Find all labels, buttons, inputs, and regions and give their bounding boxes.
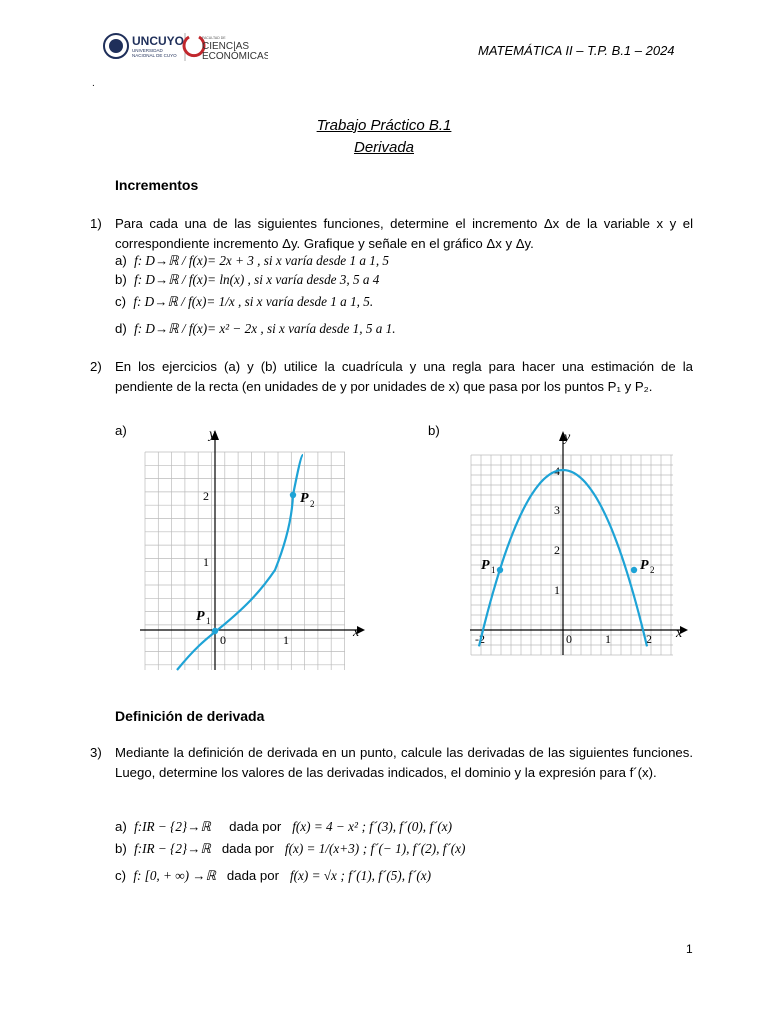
page-subtitle: Derivada <box>353 139 415 156</box>
tick-label: -2 <box>475 632 485 646</box>
tick-label: 4 <box>554 464 560 478</box>
svg-text:1: 1 <box>491 565 496 575</box>
tick-label: 2 <box>646 632 652 646</box>
svg-text:CIENC|AS: CIENC|AS <box>202 41 250 52</box>
section-heading-incrementos: Incrementos <box>115 177 199 193</box>
tick-label: 0 <box>220 633 226 647</box>
university-logo <box>103 30 268 64</box>
point-p1 <box>497 567 503 573</box>
svg-text:FACULTAD DE: FACULTAD DE <box>202 36 226 40</box>
x-axis-label: x <box>676 626 683 641</box>
svg-text:P: P <box>481 558 490 573</box>
tick-label: 1 <box>554 583 560 597</box>
svg-text:2: 2 <box>310 499 315 509</box>
question-2-text: En los ejercicios (a) y (b) utilice la cuadrícula y una regla para hacer una estimación de la pendiente de la recta (en unidades de y por unidades de x) que pasa por los puntos P₁ y P₂. <box>115 359 693 394</box>
q3-item-c: c) f: [0, + ∞) →ℝ dada por f(x) = √x ; f´(1), f´(5), f´(x) <box>115 868 431 883</box>
question-number: 1) <box>90 216 102 231</box>
question-number: 3) <box>90 745 102 760</box>
svg-text:ECONÓMICAS: ECONÓMICAS <box>202 51 268 62</box>
y-axis-label: y <box>209 427 216 442</box>
tick-label: 1 <box>203 555 209 569</box>
question-number: 2) <box>90 359 102 374</box>
q1-item-b: b) f: D→ℝ / f(x)= ln(x) , si x varía desde 3, 5 a 4 <box>115 272 380 287</box>
q1-item-a: a) f: D→ℝ / f(x)= 2x + 3 , si x varía desde 1 a 1, 5 <box>115 253 390 268</box>
section-heading-definicion: Definición de derivada <box>115 708 265 724</box>
graph-b <box>468 425 698 660</box>
svg-text:NACIONAL DE CUYO: NACIONAL DE CUYO <box>132 53 177 58</box>
question-1-text: Para cada una de las siguientes funciones, determine el incremento Δx de la variable x y el correspondiente incremento Δy. Grafique y señale en el gráfico Δx y Δy. <box>115 216 693 251</box>
svg-text:1: 1 <box>206 616 211 626</box>
q1-item-d: d) f: D→ℝ / f(x)= x² − 2x , si x varía desde 1, 5 a 1. <box>115 321 396 336</box>
point-p2 <box>290 492 296 498</box>
tick-label: 3 <box>554 503 560 517</box>
svg-text:2: 2 <box>650 565 655 575</box>
point-p2 <box>631 567 637 573</box>
page-number: 1 <box>686 942 693 956</box>
y-axis-label: y <box>564 430 571 445</box>
graph-a <box>135 420 375 675</box>
graph-a-label: a) <box>115 423 127 438</box>
tick-label: 2 <box>554 543 560 557</box>
svg-text:UNIVERSIDAD: UNIVERSIDAD <box>132 48 163 53</box>
svg-text:P: P <box>196 609 205 624</box>
course-header: MATEMÁTICA II – T.P. B.1 – 2024 <box>478 43 675 58</box>
tick-label: 2 <box>203 489 209 503</box>
tick-label: 1 <box>605 632 611 646</box>
x-axis-label: x <box>353 625 360 640</box>
q1-item-c: c) f: D→ℝ / f(x)= 1/x , si x varía desde 1 a 1, 5. <box>115 294 374 309</box>
stray-dot: . <box>92 78 95 89</box>
question-3-text: Mediante la definición de derivada en un punto, calcule las derivadas de las siguientes funciones. Luego, determine los valores de las derivadas indicados, el dominio y la expresión para f´(x). <box>115 745 693 780</box>
graph-b-label: b) <box>428 423 440 438</box>
page-title: Trabajo Práctico B.1 <box>316 117 452 134</box>
point-p1 <box>212 628 218 634</box>
svg-text:P: P <box>640 558 649 573</box>
q3-item-a: a) f:IR − {2}→ℝ dada por f(x) = 4 − x² ; f´(3), f´(0), f´(x) <box>115 819 453 834</box>
svg-text:P: P <box>300 491 309 506</box>
tick-label: 1 <box>283 633 289 647</box>
q3-item-b: b) f:IR − {2}→ℝ dada por f(x) = 1/(x+3) ; f´(− 1), f´(2), f´(x) <box>115 841 466 856</box>
tick-label: 0 <box>566 632 572 646</box>
logo-unc-text: UNCUYO <box>132 34 185 48</box>
